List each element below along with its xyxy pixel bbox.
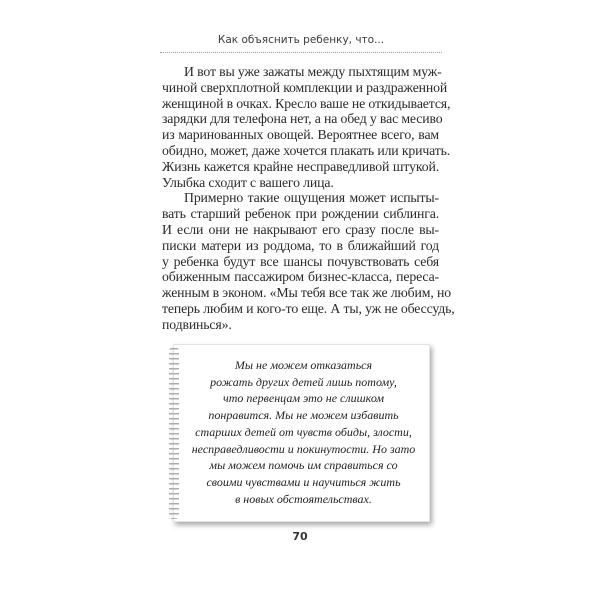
paragraph-2	[162, 190, 455, 332]
text-line: что первенцам это не слишком	[222, 391, 385, 406]
text-line: своими чувствами и научиться жить	[206, 474, 401, 489]
page-number: 70	[292, 530, 308, 543]
text-line: Мы не можем отказаться	[234, 358, 373, 372]
text-line: писки матери из роддома, то в ближайший год	[162, 237, 439, 253]
text-line: подвинься».	[162, 316, 232, 332]
text-line: обиженным пассажиром бизнес-класса, переса-	[162, 269, 439, 285]
text-line: старших детей от чувств обиды, злости,	[195, 424, 412, 439]
spiral-binding-icon	[169, 347, 179, 519]
text-line: Жизнь кажется крайне несправедливой штукой.	[162, 158, 439, 174]
paragraph-1	[162, 64, 451, 190]
text-line: зарядки для телефона нет, а на обед у вас месиво	[162, 111, 443, 127]
text-line: женщиной в очках. Кресло ваше не откидывается,	[162, 95, 451, 111]
notebook-note-card	[173, 344, 430, 522]
note-text	[180, 357, 427, 507]
text-line: рожать других детей лишь потому,	[210, 374, 397, 389]
text-line: понравится. Мы не можем избавить	[208, 408, 399, 423]
text-line: обидно, может, даже хочется плакать или кричать.	[162, 142, 451, 158]
text-line: у ребенка будут все шансы почувствовать себя	[162, 253, 439, 269]
text-line: чиной сверхплотной комплекции и раздраженной	[162, 79, 448, 95]
text-line: теперь любим и кого-то еще. А ты, уж не обессудь,	[162, 300, 455, 316]
text-line: Улыбка сходит с вашего лица.	[162, 174, 334, 190]
text-line: И вот вы уже зажаты между пыхтящим муж-	[184, 64, 442, 79]
text-line: мы можем помочь им справиться со	[209, 458, 398, 473]
text-line: женным в эконом. «Мы тебя все так же любим, но	[162, 285, 451, 301]
text-line: из маринованных овощей. Вероятнее всего, вам	[162, 127, 439, 143]
body-text	[162, 64, 455, 333]
text-line: в новых обстоятельствах.	[235, 491, 372, 506]
text-line: И если они не накрывают его сразу после вы-	[162, 221, 439, 237]
text-line: Примерно такие ощущения может испыты-	[184, 190, 439, 206]
text-line: вать старший ребенок при рождении сиблинга.	[162, 206, 439, 222]
header-divider	[160, 52, 442, 53]
running-header: Как объяснить ребенку, что...	[217, 34, 385, 46]
text-line: несправедливости и покинутости. Но зато	[191, 441, 416, 456]
